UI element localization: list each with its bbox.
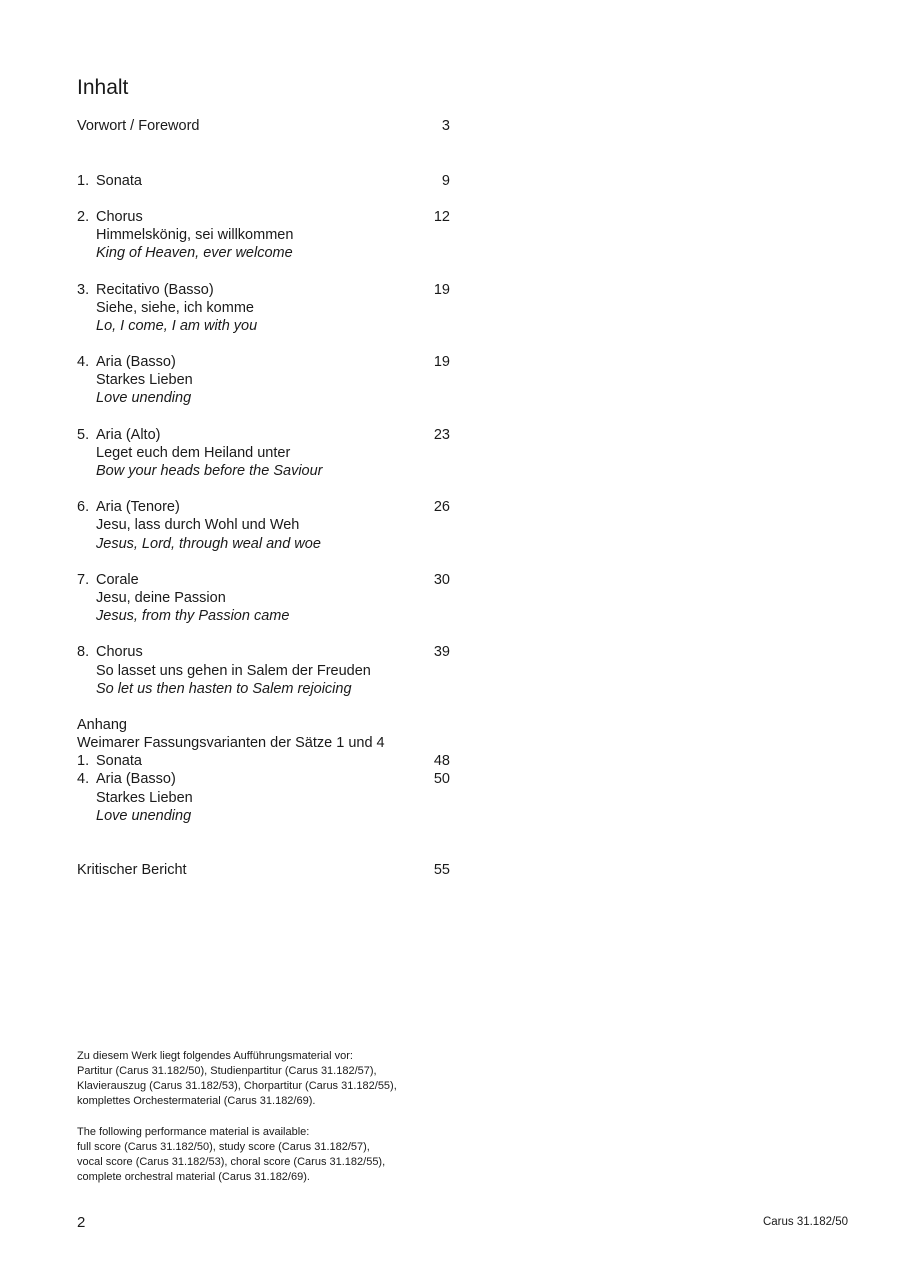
footnote-line: vocal score (Carus 31.182/53), choral score (Carus 31.182/55), xyxy=(77,1156,386,1168)
toc-entry-2 xyxy=(77,208,450,226)
toc-entry-number: 7. xyxy=(77,572,90,588)
toc-page-number: 30 xyxy=(433,572,450,588)
appendix-entry-4-english: Love unending xyxy=(96,808,192,824)
footnote-english xyxy=(77,1125,385,1185)
toc-entry-number: 1. xyxy=(77,173,90,189)
toc-entry-7 xyxy=(77,571,450,589)
footnote-german xyxy=(77,1049,397,1109)
toc-entry-4-german: Starkes Lieben xyxy=(96,372,193,388)
toc-entry-8-german: So lasset uns gehen in Salem der Freuden xyxy=(96,663,371,679)
appendix-heading: Anhang xyxy=(77,717,127,733)
toc-entry-6-english: Jesus, Lord, through weal and woe xyxy=(96,536,321,552)
toc-page-number: 55 xyxy=(433,862,450,878)
appendix-entry-4 xyxy=(77,770,450,788)
toc-entry-2-german: Himmelskönig, sei willkommen xyxy=(96,227,294,243)
toc-entry-title: Chorus xyxy=(96,209,143,225)
page-title: Inhalt xyxy=(77,76,129,99)
toc-foreword xyxy=(77,117,450,135)
toc-entry-title: Recitativo (Basso) xyxy=(96,282,214,298)
toc-foreword-label: Vorwort / Foreword xyxy=(77,118,200,134)
toc-entry-title: Aria (Alto) xyxy=(96,427,161,443)
toc-entry-6-german: Jesu, lass durch Wohl und Weh xyxy=(96,517,300,533)
toc-page-number: 50 xyxy=(433,771,450,787)
footnote-line: The following performance material is available: xyxy=(77,1126,310,1138)
toc-entry-number: 4. xyxy=(77,771,90,787)
toc-entry-number: 6. xyxy=(77,499,90,515)
toc-entry-number: 5. xyxy=(77,427,90,443)
appendix-entry-1 xyxy=(77,752,450,770)
toc-entry-number: 3. xyxy=(77,282,90,298)
toc-entry-number: 8. xyxy=(77,644,90,660)
toc-entry-number: 1. xyxy=(77,753,90,769)
toc-critical-report xyxy=(77,861,450,879)
footnote-line: Zu diesem Werk liegt folgendes Aufführungsmaterial vor: xyxy=(77,1050,353,1062)
footnote-line: full score (Carus 31.182/50), study score (Carus 31.182/57), xyxy=(77,1141,370,1153)
toc-entry-7-english: Jesus, from thy Passion came xyxy=(96,608,290,624)
toc-page-number: 48 xyxy=(433,753,450,769)
footnote-line: Klavierauszug (Carus 31.182/53), Chorpartitur (Carus 31.182/55), xyxy=(77,1080,397,1092)
toc-page-number: 39 xyxy=(433,644,450,660)
toc-entry-3 xyxy=(77,281,450,299)
toc-entry-title: Sonata xyxy=(96,753,142,769)
toc-entry-7-german: Jesu, deine Passion xyxy=(96,590,226,606)
toc-entry-title: Aria (Basso) xyxy=(96,354,176,370)
toc-entry-3-english: Lo, I come, I am with you xyxy=(96,318,258,334)
toc-entry-title: Aria (Tenore) xyxy=(96,499,180,515)
appendix-subheading: Weimarer Fassungsvarianten der Sätze 1 und 4 xyxy=(77,735,385,751)
toc-entry-3-german: Siehe, siehe, ich komme xyxy=(96,300,254,316)
toc-page-number: 23 xyxy=(433,427,450,443)
catalog-number: Carus 31.182/50 xyxy=(762,1216,848,1228)
toc-entry-title: Sonata xyxy=(96,173,142,189)
toc-page-number: 9 xyxy=(441,173,450,189)
toc-entry-2-english: King of Heaven, ever welcome xyxy=(96,245,293,261)
toc-page-number: 12 xyxy=(433,209,450,225)
toc-entry-5-english: Bow your heads before the Saviour xyxy=(96,463,323,479)
page-number: 2 xyxy=(77,1214,86,1231)
toc-entry-5 xyxy=(77,426,450,444)
footnote-line: komplettes Orchestermaterial (Carus 31.182/69). xyxy=(77,1095,316,1107)
toc-entry-6 xyxy=(77,498,450,516)
toc-entry-title: Chorus xyxy=(96,644,143,660)
appendix-entry-4-german: Starkes Lieben xyxy=(96,790,193,806)
toc-page-number: 26 xyxy=(433,499,450,515)
toc-entry-number: 4. xyxy=(77,354,90,370)
toc-entry-1 xyxy=(77,172,450,190)
toc-entry-8-english: So let us then hasten to Salem rejoicing xyxy=(96,681,352,697)
footnote-line: complete orchestral material (Carus 31.182/69). xyxy=(77,1171,310,1183)
toc-entry-4-english: Love unending xyxy=(96,390,192,406)
toc-entry-number: 2. xyxy=(77,209,90,225)
toc-page-number: 3 xyxy=(441,118,450,134)
toc-entry-title: Corale xyxy=(96,572,139,588)
toc-entry-5-german: Leget euch dem Heiland unter xyxy=(96,445,291,461)
toc-page-number: 19 xyxy=(433,354,450,370)
toc-page-number: 19 xyxy=(433,282,450,298)
toc-entry-8 xyxy=(77,643,450,661)
footnote-line: Partitur (Carus 31.182/50), Studienpartitur (Carus 31.182/57), xyxy=(77,1065,377,1077)
toc-entry-4 xyxy=(77,353,450,371)
toc-entry-title: Aria (Basso) xyxy=(96,771,176,787)
toc-critical-report-label: Kritischer Bericht xyxy=(77,862,187,878)
